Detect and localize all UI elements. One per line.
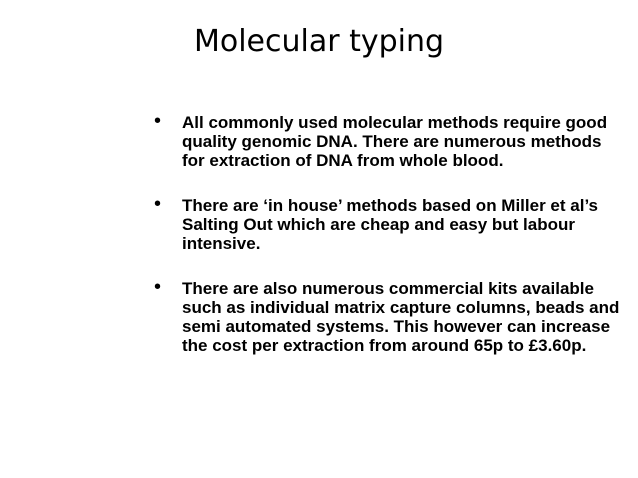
- bullet-item: [148, 193, 628, 253]
- bullet-text: There are ‘in house’ methods based on Miller et al’s Salting Out which are cheap and easy but labour intensive.: [182, 196, 598, 253]
- bullet-icon: •: [154, 193, 162, 215]
- bullet-icon: •: [154, 276, 162, 298]
- bullet-list: [148, 110, 628, 355]
- bullet-item: [148, 276, 628, 355]
- slide-title: Molecular typing: [193, 24, 445, 59]
- bullet-icon: •: [154, 110, 162, 132]
- bullet-item: [148, 110, 628, 170]
- bullet-text: All commonly used molecular methods require good quality genomic DNA. There are numerous methods for extraction of DNA from whole blood.: [182, 113, 608, 170]
- bullet-text: There are also numerous commercial kits available such as individual matrix capture columns, beads and semi automated systems. This however can increase the cost per extraction from around 65p to £3.60p.: [182, 279, 620, 355]
